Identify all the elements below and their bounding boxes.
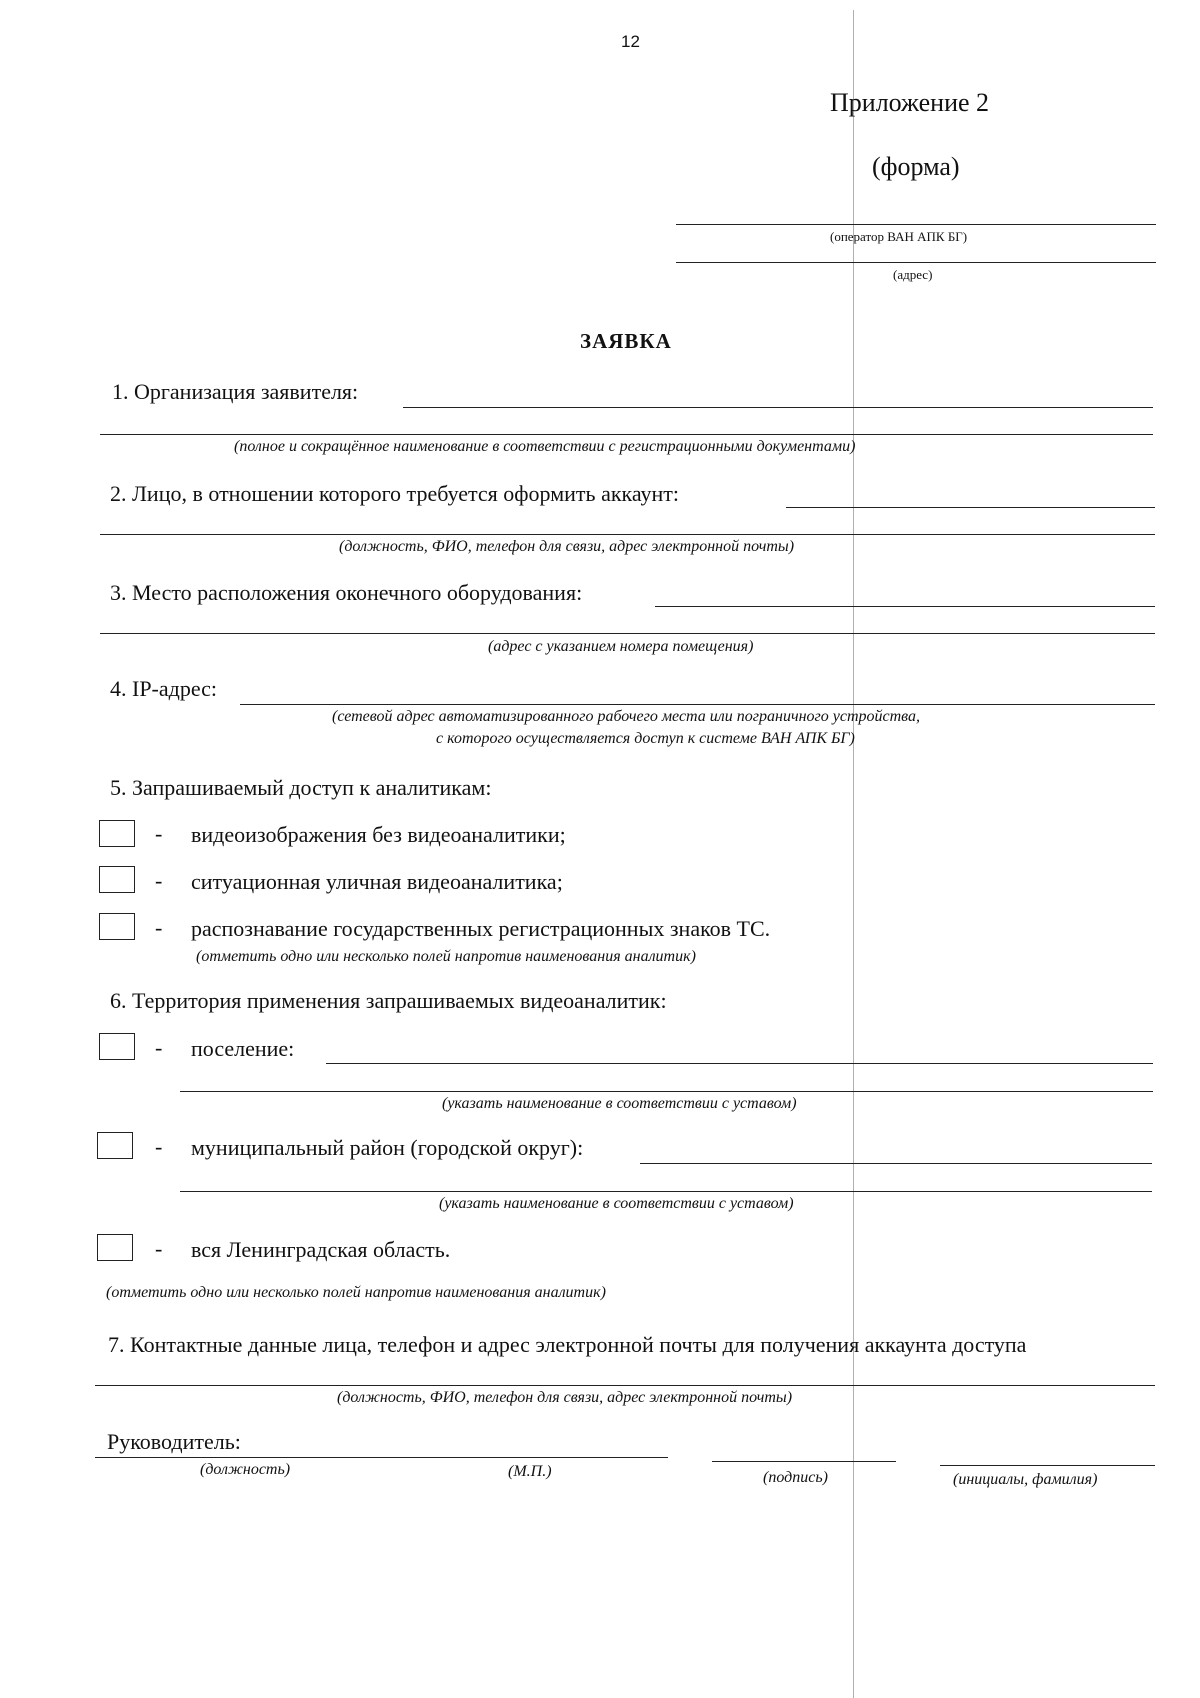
s7-label: 7. Контактные данные лица, телефон и адрес электронной почты для получения аккаунта доступа [108, 1332, 1027, 1357]
s5-hint: (отметить одно или несколько полей напротив наименования аналитик) [196, 948, 696, 965]
s3-field[interactable] [100, 633, 1155, 634]
s7-hint: (должность, ФИО, телефон для связи, адрес электронной почты) [337, 1389, 793, 1406]
position-field[interactable] [95, 1457, 668, 1458]
option-street-analytics: ситуационная уличная видеоаналитика; [191, 869, 563, 894]
s1-field-inline[interactable] [403, 407, 1153, 408]
s4-field[interactable] [240, 704, 1155, 705]
option-plate-recognition: распознавание государственных регистрационных знаков ТС. [191, 916, 771, 941]
checkbox-street-analytics[interactable] [99, 866, 135, 893]
operator-hint: (оператор ВАН АПК БГ) [830, 229, 968, 244]
s1-field[interactable] [100, 434, 1153, 435]
checkbox-plate-recognition[interactable] [99, 913, 135, 940]
s2-field[interactable] [100, 534, 1155, 535]
dash: - [155, 1134, 163, 1159]
signature-field[interactable] [712, 1461, 896, 1462]
document-title: ЗАЯВКА [580, 329, 672, 353]
district-hint: (указать наименование в соответствии с уставом) [439, 1195, 794, 1212]
appendix-label: Приложение 2 [830, 88, 990, 117]
s2-label: 2. Лицо, в отношении которого требуется оформить аккаунт: [110, 481, 680, 506]
option-whole-region: вся Ленинградская область. [191, 1237, 451, 1262]
s3-field-inline[interactable] [655, 606, 1155, 607]
district-field[interactable] [180, 1191, 1152, 1192]
s1-label: 1. Организация заявителя: [112, 379, 359, 404]
s3-label: 3. Место расположения оконечного оборудования: [110, 580, 583, 605]
address-field[interactable] [676, 262, 1156, 263]
dash: - [155, 868, 163, 893]
signature-hint: (подпись) [763, 1469, 828, 1486]
scan-fold-line [853, 10, 854, 1698]
checkbox-district[interactable] [97, 1132, 133, 1159]
settlement-hint: (указать наименование в соответствии с уставом) [442, 1095, 797, 1112]
dash: - [155, 915, 163, 940]
stamp-hint: (М.П.) [508, 1463, 552, 1480]
dash: - [155, 1236, 163, 1261]
option-video-no-analytics: видеоизображения без видеоаналитики; [191, 822, 566, 847]
name-hint: (инициалы, фамилия) [953, 1471, 1098, 1488]
s2-hint: (должность, ФИО, телефон для связи, адрес электронной почты) [339, 538, 795, 555]
district-field-inline[interactable] [640, 1163, 1152, 1164]
settlement-field-inline[interactable] [326, 1063, 1153, 1064]
head-label: Руководитель: [107, 1429, 241, 1454]
s4-hint-line2: с которого осуществляется доступ к системе ВАН АПК БГ) [436, 730, 855, 747]
s5-label: 5. Запрашиваемый доступ к аналитикам: [110, 775, 492, 800]
s6-hint: (отметить одно или несколько полей напротив наименования аналитик) [106, 1284, 606, 1301]
form-label: (форма) [872, 152, 960, 181]
s7-field[interactable] [95, 1385, 1155, 1386]
option-district: муниципальный район (городской округ): [191, 1135, 584, 1160]
checkbox-settlement[interactable] [99, 1033, 135, 1060]
dash: - [155, 821, 163, 846]
name-field[interactable] [940, 1465, 1155, 1466]
position-hint: (должность) [200, 1461, 291, 1478]
s4-hint-line1: (сетевой адрес автоматизированного рабочего места или пограничного устройства, [332, 708, 921, 725]
checkbox-video-no-analytics[interactable] [99, 820, 135, 847]
dash: - [155, 1035, 163, 1060]
address-hint: (адрес) [893, 267, 933, 282]
settlement-field[interactable] [180, 1091, 1153, 1092]
option-settlement: поселение: [191, 1036, 295, 1061]
s2-field-inline[interactable] [786, 507, 1155, 508]
s1-hint: (полное и сокращённое наименование в соответствии с регистрационными документами) [234, 438, 856, 455]
operator-field[interactable] [676, 224, 1156, 225]
page-number: 12 [621, 32, 640, 51]
s3-hint: (адрес с указанием номера помещения) [488, 638, 754, 655]
checkbox-whole-region[interactable] [97, 1234, 133, 1261]
s4-label: 4. IP-адрес: [110, 676, 218, 701]
s6-label: 6. Территория применения запрашиваемых видеоаналитик: [110, 988, 667, 1013]
